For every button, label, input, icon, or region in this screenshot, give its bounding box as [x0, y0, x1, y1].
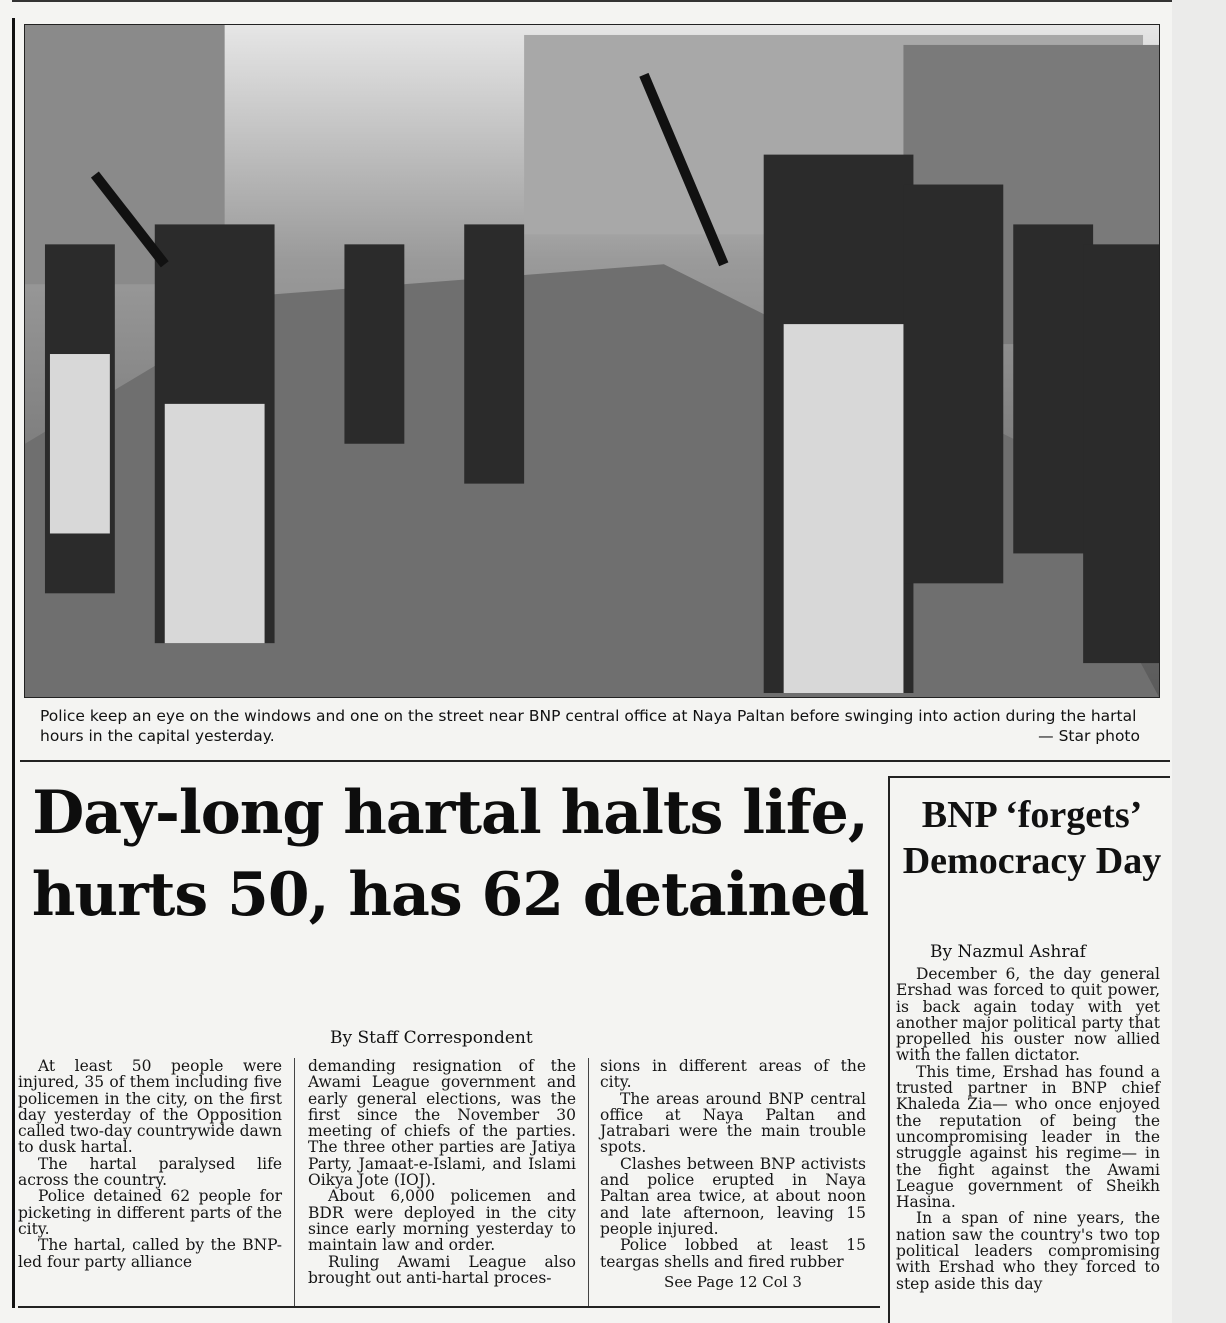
- paragraph: Police lobbed at least 15 teargas shells and fired rubber: [600, 1236, 866, 1271]
- paragraph: Police detained 62 people for picketing in different parts of the city.: [18, 1187, 282, 1238]
- news-photo: [24, 24, 1160, 698]
- top-rule: [12, 0, 1172, 2]
- sidebar-column: [896, 966, 1160, 1292]
- paragraph: Clashes between BNP activists and police erupted in Naya Paltan area twice, at about noon and late afternoon, leaving 15 people injured.: [600, 1154, 866, 1238]
- paragraph: At least 50 people were injured, 35 of them including five policemen in the city, on the first day yesterday of the Opposition called two-day countrywide dawn to dusk hartal.: [18, 1057, 282, 1157]
- paragraph: Ruling Awami League also brought out anti-hartal proces-: [308, 1252, 576, 1287]
- paragraph: In a span of nine years, the nation saw the country's two top political leaders compromising with Ershad who they forced to step aside this day: [896, 1209, 1160, 1293]
- story-column-1: [18, 1058, 282, 1270]
- bottom-rule: [18, 1306, 880, 1308]
- main-headline: Day-long hartal halts life, hurts 50, has 62 detained: [31, 778, 869, 930]
- sidebar-byline: By Nazmul Ashraf: [930, 942, 1086, 962]
- story-column-2: [308, 1058, 576, 1286]
- paragraph: The hartal, called by the BNP-led four party alliance: [18, 1236, 282, 1271]
- caption-text: Police keep an eye on the windows and one on the street near BNP central office at Naya Paltan before swinging into action during the hartal hours in the capital yesterday.: [40, 707, 1137, 745]
- paragraph: The hartal paralysed life across the country.: [18, 1154, 282, 1190]
- sidebar-headline: BNP ‘forgets’ Democracy Day: [902, 794, 1162, 882]
- paragraph: demanding resignation of the Awami League government and early general elections, was the first since the November 30 meeting of chiefs of the parties. The three other parties are Jatiya Party, Jamaat-e-Islami, and Islami Oikya Jote (IOJ).: [308, 1057, 576, 1190]
- paragraph: The areas around BNP central office at Naya Paltan and Jatrabari were the main trouble spots.: [600, 1089, 866, 1157]
- paragraph: About 6,000 policemen and BDR were deployed in the city since early morning yesterday to maintain law and order.: [308, 1187, 576, 1255]
- page-margin: [1172, 0, 1226, 1323]
- story-column-3: [600, 1058, 866, 1290]
- column-rule: [294, 1058, 295, 1308]
- paragraph: sions in different areas of the city.: [600, 1057, 866, 1092]
- police-street-photo: [25, 25, 1159, 697]
- photo-credit: — Star photo: [1038, 727, 1140, 745]
- left-column-rule: [12, 18, 15, 1308]
- paragraph: This time, Ershad has found a trusted partner in BNP chief Khaleda Zia— who once enjoyed the reputation of being the uncompromising leader in the struggle against his regime— in the fight against the Awami League government of Sheikh Hasina.: [896, 1062, 1160, 1212]
- column-rule: [588, 1058, 589, 1308]
- continuation-note: See Page 12 Col 3: [664, 1272, 802, 1291]
- photo-caption: [40, 706, 1140, 746]
- main-byline: By Staff Correspondent: [330, 1028, 533, 1048]
- paragraph: December 6, the day general Ershad was forced to quit power, is back again today with yet another major political party that propelled his ouster now allied with the fallen dictator.: [896, 965, 1160, 1065]
- section-divider: [20, 760, 1170, 762]
